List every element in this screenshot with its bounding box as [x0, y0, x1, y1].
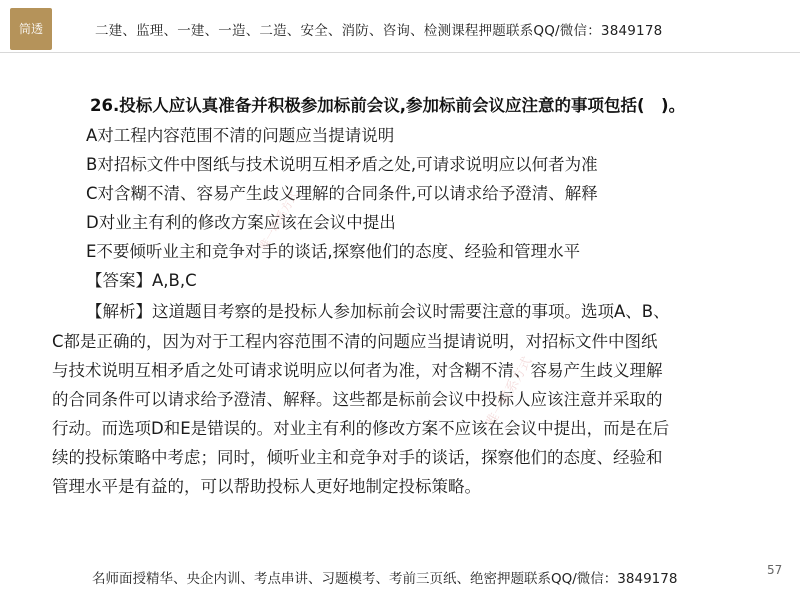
option-d: D对业主有利的修改方案应该在会议中提出 — [86, 213, 396, 232]
option-c: C对含糊不清、容易产生歧义理解的合同条件,可以请求给予澄清、解释 — [86, 184, 598, 203]
footer-promo-text: 名师面授精华、央企内训、考点串讲、习题模考、考前三页纸、绝密押题联系QQ/微信：3849178 — [92, 571, 678, 587]
analysis-line: 管理水平是有益的，可以帮助投标人更好地制定投标策略。 — [52, 477, 481, 496]
option-b: B对招标文件中图纸与技术说明互相矛盾之处,可请求说明应以何者为准 — [86, 155, 598, 174]
question-stem: 26.投标人应认真准备并积极参加标前会议,参加标前会议应注意的事项包括( )。 — [90, 96, 686, 115]
page-number: 57 — [767, 563, 783, 577]
brand-logo: 筒透 — [10, 8, 52, 50]
analysis-line: 【解析】这道题目考察的是投标人参加标前会议时需要注意的事项。选项A、B、 — [86, 302, 670, 321]
option-a: A对工程内容范围不清的问题应当提请说明 — [86, 126, 395, 145]
analysis-line: 行动。而选项D和E是错误的。对业主有利的修改方案不应该在会议中提出，而是在后 — [52, 419, 670, 438]
analysis-line: 与技术说明互相矛盾之处可请求说明应以何者为准，对含糊不清、容易产生歧义理解 — [52, 361, 663, 380]
header-divider — [0, 52, 800, 53]
header-promo-text: 二建、监理、一建、一造、二造、安全、消防、咨询、检测课程押题联系QQ/微信：3849178 — [95, 23, 663, 39]
answer-line: 【答案】A,B,C — [86, 271, 197, 290]
analysis-line: C都是正确的，因为对于工程内容范围不清的问题应当提请说明，对招标文件中图纸 — [52, 332, 658, 351]
watermark: 唯一联系方式 — [483, 354, 536, 430]
analysis-line: 的合同条件可以请求给予澄清、解释。这些都是标前会议中投标人应该注意并采取的 — [52, 390, 663, 409]
option-e: E不要倾听业主和竞争对手的谈话,探察他们的态度、经验和管理水平 — [86, 242, 581, 261]
watermark: 唯一联系方式 — [256, 188, 301, 253]
analysis-line: 续的投标策略中考虑；同时，倾听业主和竞争对手的谈话，探察他们的态度、经验和 — [52, 448, 663, 467]
